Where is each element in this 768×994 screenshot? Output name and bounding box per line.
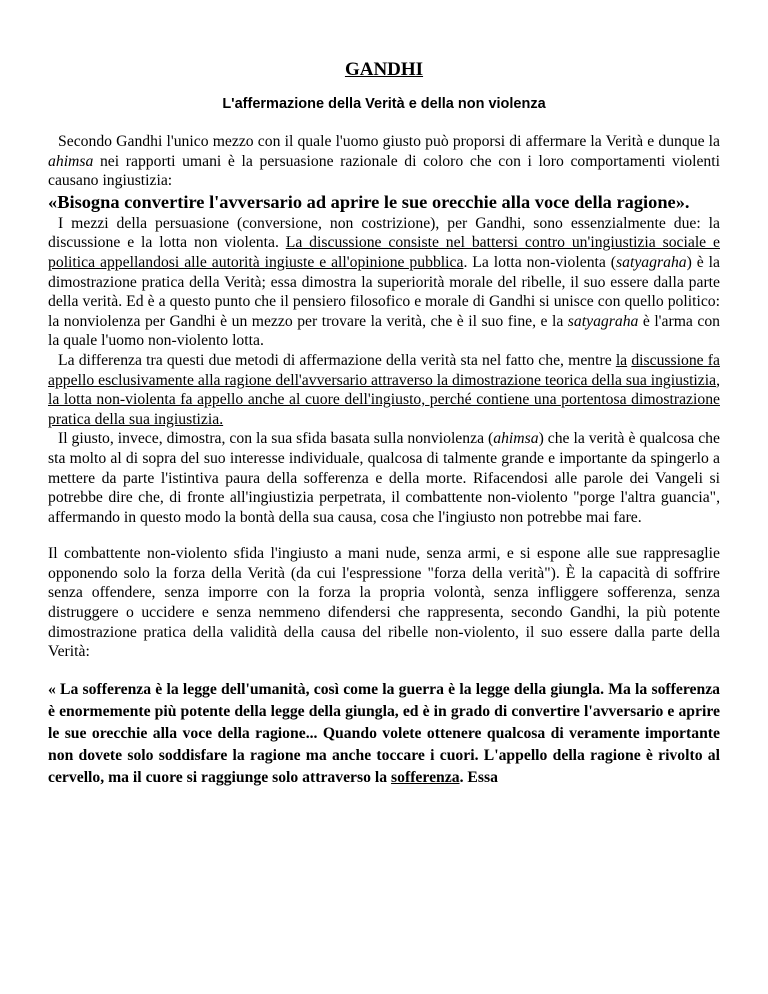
paragraph-1-text-end: nei rapporti umani è la persuasione razionale di coloro che con i loro comportamenti violenti causano ingiustizia: [48,152,720,190]
paragraph-3-underlined-discussione: discussione fa appello esclusivamente alla ragione dell'avversario attraverso la dimostrazione teorica della sua ingiustizia [48,351,720,389]
paragraph-2-text-2: . La lotta non-violenta ( [463,253,617,271]
paragraph-3-comma: , [716,371,720,389]
paragraph-4-text: Il giusto, invece, dimostra, con la sua sfida basata sulla nonviolenza ( [58,430,494,448]
paragraph-4-italic-ahimsa: ahimsa [493,430,539,448]
paragraph-2-text: I mezzi della persuasione (conversione, non costrizione), per Gandhi, sono essenzialmente due: la discussione e la lotta non violenta. [48,214,720,252]
document-title: GANDHI [344,59,424,80]
paragraph-2-text-end: è l'arma con la quale l'uomo non-violento lotta. [48,312,721,350]
paragraph-2 [48,214,720,351]
paragraph-1-italic-ahimsa: ahimsa [48,152,94,170]
paragraph-3-underlined-lotta: la lotta non-violenta fa appello anche al cuore dell'ingiusto, perché contiene una portentosa dimostrazione pratica della sua ingiustizia. [48,391,720,428]
quote-sofferenza [48,679,720,789]
paragraph-2-italic-satyagraha-2: satyagraha [567,312,639,330]
document-page [48,58,720,789]
paragraph-2-underlined: La discussione consiste nel battersi contro un'ingiustizia sociale e politica appellandosi alle autorità ingiuste e all'opinione pubblica [48,234,720,271]
paragraph-5: Il combattente non-violento sfida l'ingiusto a mani nude, senza armi, e si espone alle sue rappresaglie opponendo solo la forza della Verità (da cui l'espressione "forza della verità"). È la capacità di soffrire senza offendere, senza imporre con la forza la propria volontà, senza infliggere sofferenza, senza distruggere o uccidere e senza nemmeno difendersi che rappresenta, secondo Gandhi, la più potente dimostrazione pratica della validità della causa del ribelle non-violento, il suo essere dalla parte della Verità: [48,545,720,661]
document-subtitle: L'affermazione della Verità e della non violenza [222,96,546,112]
quote-convertire: «Bisogna convertire l'avversario ad aprire le sue orecchie alla voce della ragione». [48,191,690,212]
quote-sofferenza-underlined: sofferenza [391,768,460,786]
paragraph-1-text: Secondo Gandhi l'unico mezzo con il quale l'uomo giusto può proporsi di affermare la Verità e dunque la [58,133,720,150]
quote-sofferenza-text-end: . Essa [459,768,498,786]
paragraph-4 [48,429,720,527]
paragraph-3-underlined-la: la [615,351,628,369]
paragraph-3 [48,351,720,429]
paragraph-1 [48,132,720,191]
paragraph-4-text-end: ) che la verità è qualcosa che sta molto al di sopra del suo interesse individuale, qualcosa di talmente grande e importante da spingerlo a mettere da parte l'istintiva paura della sofferenza e della morte. Rifacendosi alle parole dei Vangeli si potrebbe dire che, di fronte all'ingiustizia perpetrata, il combattente non-violento "porge l'altra guancia", affermando in questo modo la bontà della sua causa, cosa che l'ingiusto non potrebbe mai fare. [48,430,720,526]
paragraph-3-text: La differenza tra questi due metodi di affermazione della verità sta nel fatto che, mentre [58,351,616,369]
quote-sofferenza-text: « La sofferenza è la legge dell'umanità, così come la guerra è la legge della giungla. Ma la sofferenza è enormemente più potente della legge della giungla, ed è in grado di convertire l'avversario e aprire le sue orecchie alla voce della ragione... Quando volete ottenere qualcosa di veramente importante non dovete solo soddisfare la ragione ma anche toccare i cuori. L'appello della ragione è rivolto al cervello, ma il cuore si raggiunge solo attraverso la [48,680,720,786]
paragraph-2-text-3: ) è la dimostrazione pratica della Verità; essa dimostra la superiorità morale del ribelle, il suo essere dalla parte della verità. Ed è a questo punto che il pensiero filosofico e morale di Gandhi si unisce con quello politico: la nonviolenza per Gandhi è un mezzo per trovare la verità, che è il suo fine, e la [48,253,720,330]
paragraph-2-italic-satyagraha: satyagraha [616,253,687,271]
